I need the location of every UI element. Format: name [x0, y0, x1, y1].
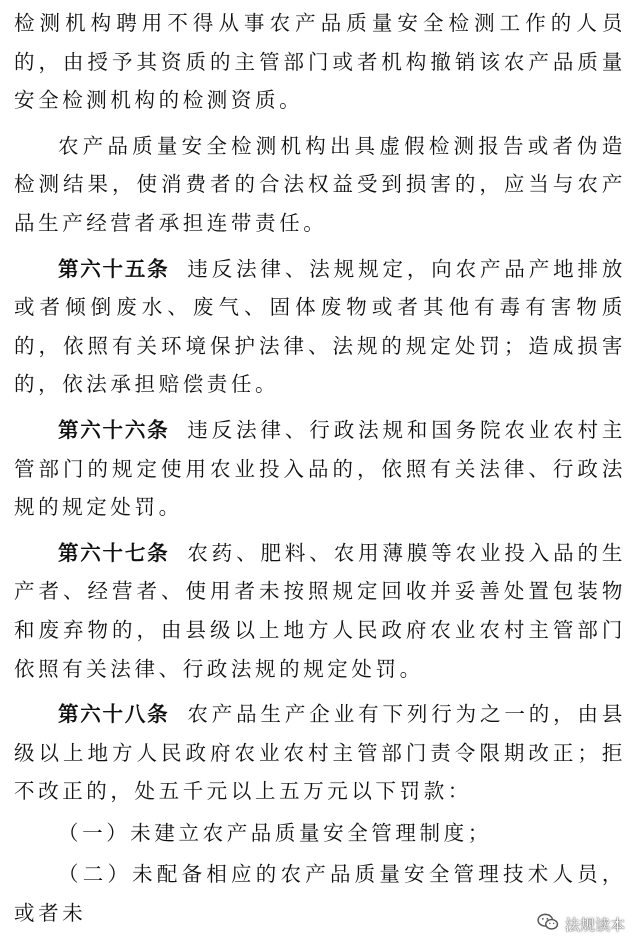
article-68-text: 农产品生产企业有下列行为之一的，由县级以上地方人民政府农业农村主管部门责令限期改正；拒不改正的，处五千元以上五万元以下罚款：: [14, 702, 626, 804]
paragraph-1: [14, 4, 626, 120]
paragraph-2-text: 农产品质量安全检测机构出具虚假检测报告或者伪造检测结果，使消费者的合法权益受到损害的，应当与农产品生产经营者承担连带责任。: [14, 133, 626, 235]
article-66: [14, 411, 626, 527]
document-page: [14, 4, 626, 933]
article-65: [14, 250, 626, 404]
wechat-icon: [537, 913, 559, 935]
item-1: [14, 814, 626, 853]
article-66-text: 违反法律、行政法规和国务院农业农村主管部门的规定使用农业投入品的，依照有关法律、行政法规的规定处罚。: [14, 417, 626, 520]
item-1-text: （一）未建立农产品质量安全管理制度；: [58, 820, 492, 845]
article-67-number: 第六十七条: [58, 540, 170, 565]
article-67: [14, 534, 626, 688]
article-68-number: 第六十八条: [58, 702, 170, 727]
article-65-text: 违反法律、法规规定，向农产品产地排放或者倾倒废水、废气、固体废物或者其他有毒有害物质的，依照有关环境保护法律、法规的规定处罚；造成损害的，依法承担赔偿责任。: [14, 256, 626, 397]
item-2: [14, 855, 626, 932]
article-67-text: 农药、肥料、农用薄膜等农业投入品的生产者、经营者、使用者未按照规定回收并妥善处置包装物和废弃物的，由县级以上地方人民政府农业农村主管部门依照有关法律、行政法规的规定处罚。: [14, 540, 626, 681]
watermark-label: 法规读本: [564, 915, 625, 934]
item-2-text: （二）未配备相应的农产品质量安全管理技术人员，或者未: [14, 862, 626, 926]
watermark: [537, 913, 625, 935]
paragraph-1-text: 检测机构聘用不得从事农产品质量安全检测工作的人员的，由授予其资质的主管部门或者机构撤销该农产品质量安全检测机构的检测资质。: [14, 11, 626, 113]
article-68: [14, 695, 626, 811]
paragraph-2: [14, 127, 626, 243]
article-66-number: 第六十六条: [58, 417, 170, 442]
article-65-number: 第六十五条: [58, 256, 170, 281]
